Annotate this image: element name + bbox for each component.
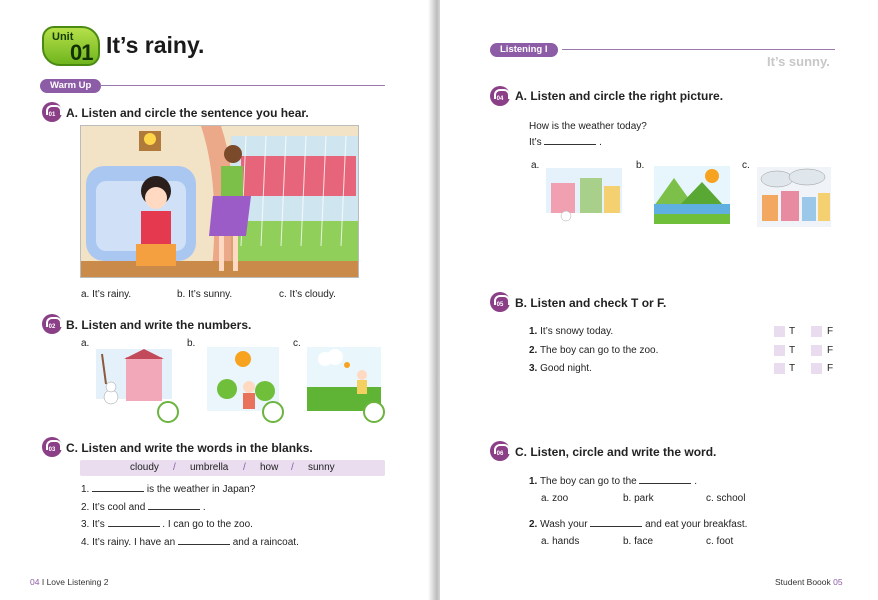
- tf-item-3: 3. Good night.: [529, 363, 592, 374]
- blank-line[interactable]: [178, 536, 230, 545]
- headphones-icon[interactable]: 05: [490, 292, 510, 312]
- answer-circle-b[interactable]: [262, 401, 284, 423]
- choice-a[interactable]: a. hands: [541, 536, 580, 547]
- unit-number: 01: [70, 40, 93, 65]
- headphones-icon[interactable]: 04: [490, 86, 510, 106]
- sunny-lake-picture[interactable]: [654, 166, 730, 224]
- choice-c[interactable]: c. foot: [706, 536, 734, 547]
- false-checkbox[interactable]: [811, 345, 822, 356]
- headphones-icon[interactable]: 06: [490, 441, 510, 461]
- cloudy-town-picture[interactable]: [757, 167, 831, 227]
- true-checkbox[interactable]: [774, 326, 785, 337]
- false-label: F: [827, 363, 834, 374]
- word-bank-item: how: [260, 462, 279, 473]
- page-title: It’s rainy.: [106, 32, 205, 58]
- word-bank-item: umbrella: [190, 462, 229, 473]
- choice-b[interactable]: b. face: [623, 536, 654, 547]
- unit-word: Unit: [52, 31, 74, 43]
- blank-line[interactable]: [92, 483, 144, 492]
- rainy-room-illustration: [80, 125, 359, 278]
- cloud-icon: [757, 167, 831, 227]
- fill-item-2: 2. It’s cool and .: [81, 502, 206, 513]
- word-separator: /: [291, 462, 294, 473]
- choice-c[interactable]: c. school: [706, 493, 746, 504]
- blank-line[interactable]: [108, 518, 160, 527]
- write-item-2: 2. Wash your and eat your breakfast.: [529, 519, 748, 530]
- word-separator: /: [243, 462, 246, 473]
- write-item-1: 1. The boy can go to the .: [529, 476, 698, 487]
- headphones-icon[interactable]: 01: [42, 102, 62, 122]
- section-b-title: B. Listen and check T or F.: [515, 296, 667, 310]
- page-subtitle: It’s sunny.: [767, 54, 830, 69]
- fill-item-1: 1. is the weather in Japan?: [81, 484, 256, 495]
- blank-line[interactable]: [590, 518, 642, 527]
- word-bank-item: cloudy: [130, 462, 159, 473]
- section-c-title: C. Listen, circle and write the word.: [515, 445, 717, 459]
- answer-circle-c[interactable]: [363, 401, 385, 423]
- rainy-scene-icon: [81, 126, 359, 278]
- listening-label: Listening I: [490, 43, 558, 57]
- true-label: T: [789, 363, 796, 374]
- footer-right: [775, 577, 843, 587]
- headphones-icon[interactable]: 02: [42, 314, 62, 334]
- snow-icon: [546, 168, 622, 226]
- left-page: [0, 0, 432, 600]
- word-separator: /: [173, 462, 176, 473]
- snowy-town-picture[interactable]: [546, 168, 622, 226]
- sun-icon: [654, 166, 730, 224]
- option-c[interactable]: c. It’s cloudy.: [279, 289, 336, 300]
- picture-label-a: a.: [531, 160, 540, 171]
- book-title: I Love Listening 2: [41, 577, 109, 587]
- footer-left: [30, 577, 108, 587]
- false-checkbox[interactable]: [811, 326, 822, 337]
- blank-line[interactable]: [639, 475, 691, 484]
- answer-line: It’s .: [529, 137, 602, 148]
- choice-a[interactable]: a. zoo: [541, 493, 569, 504]
- picture-label-a: a.: [81, 338, 90, 349]
- section-a-title: A. Listen and circle the right picture.: [515, 89, 724, 103]
- choice-b[interactable]: b. park: [623, 493, 654, 504]
- true-checkbox[interactable]: [774, 363, 785, 374]
- tf-item-2: 2. The boy can go to the zoo.: [529, 345, 659, 356]
- divider: [562, 49, 835, 50]
- picture-label-c: c.: [742, 160, 750, 171]
- unit-badge: [42, 26, 100, 66]
- question-text: How is the weather today?: [529, 121, 647, 132]
- answer-circle-a[interactable]: [157, 401, 179, 423]
- blank-line[interactable]: [544, 136, 596, 145]
- page-number: 04: [30, 577, 40, 587]
- word-bank-item: sunny: [308, 462, 335, 473]
- fill-item-4: 4. It’s rainy. I have an and a raincoat.: [81, 537, 299, 548]
- snowman-icon: [96, 349, 172, 411]
- fill-item-3: 3. It’s . I can go to the zoo.: [81, 519, 253, 530]
- true-checkbox[interactable]: [774, 345, 785, 356]
- section-a-title: A. Listen and circle the sentence you hear.: [66, 106, 309, 120]
- picture-label-b: b.: [636, 160, 645, 171]
- divider: [100, 85, 385, 86]
- right-page: [440, 0, 878, 600]
- false-label: F: [827, 345, 834, 356]
- option-b[interactable]: b. It’s sunny.: [177, 289, 233, 300]
- picture-label-c: c.: [293, 338, 301, 349]
- picture-label-b: b.: [187, 338, 196, 349]
- section-b-title: B. Listen and write the numbers.: [66, 318, 252, 332]
- word-bank: [80, 460, 385, 476]
- false-label: F: [827, 326, 834, 337]
- true-label: T: [789, 326, 796, 337]
- snowy-picture: [96, 349, 172, 411]
- book-title: Student Boook: [775, 577, 831, 587]
- section-c-title: C. Listen and write the words in the blanks.: [66, 441, 313, 455]
- true-label: T: [789, 345, 796, 356]
- option-a[interactable]: a. It’s rainy.: [81, 289, 132, 300]
- false-checkbox[interactable]: [811, 363, 822, 374]
- headphones-icon[interactable]: 03: [42, 437, 62, 457]
- blank-line[interactable]: [148, 501, 200, 510]
- tf-item-1: 1. It’s snowy today.: [529, 326, 614, 337]
- warmup-label: Warm Up: [40, 79, 101, 93]
- page-number: 05: [833, 577, 843, 587]
